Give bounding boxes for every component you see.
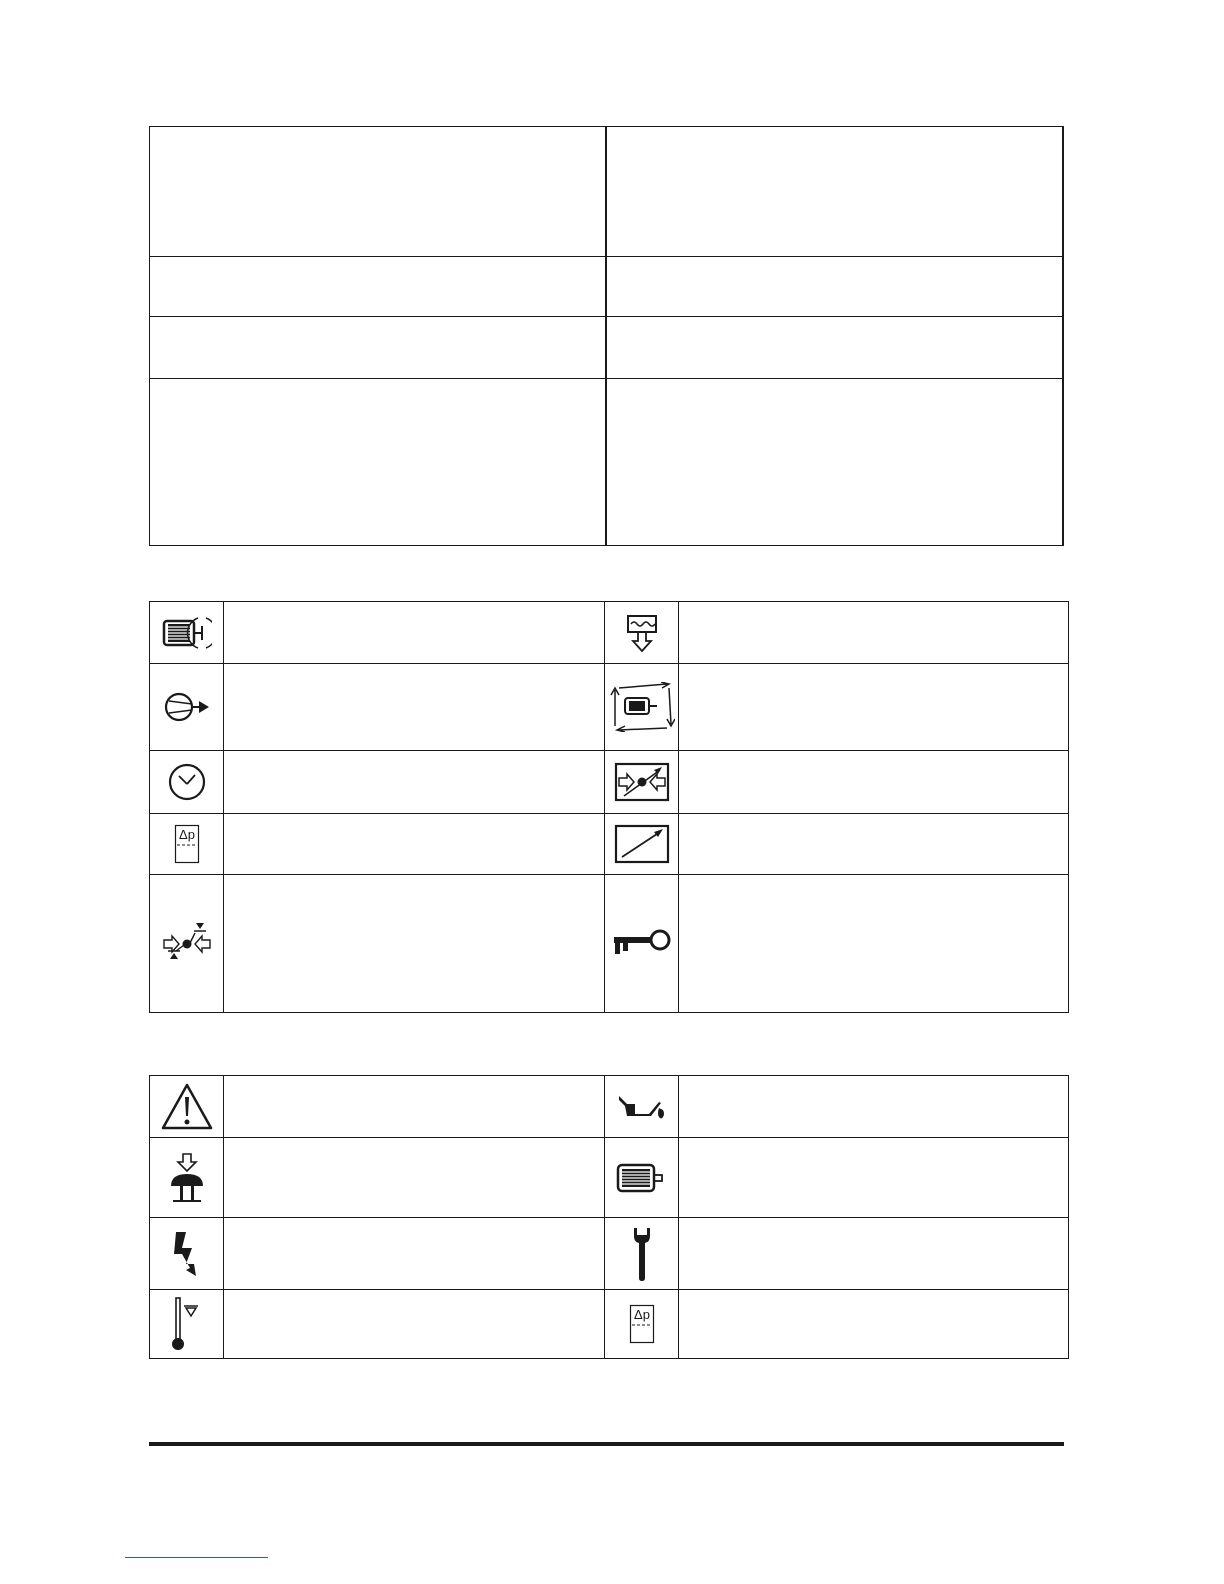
info-cell-right bbox=[606, 127, 1063, 257]
info-row bbox=[150, 127, 1063, 257]
symbol-description bbox=[224, 1138, 605, 1218]
differential-pressure-icon bbox=[605, 1290, 679, 1359]
oil-can-icon bbox=[605, 1076, 679, 1138]
table-row bbox=[150, 814, 1069, 875]
wrench-icon bbox=[605, 1218, 679, 1290]
pressure-band-icon bbox=[150, 875, 224, 1013]
compressor-icon bbox=[150, 664, 224, 751]
table-row bbox=[150, 1218, 1069, 1290]
table-row bbox=[150, 602, 1069, 664]
symbol-description bbox=[679, 1138, 1069, 1218]
warning-triangle-icon bbox=[150, 1076, 224, 1138]
info-row bbox=[150, 257, 1063, 317]
info-cell-right bbox=[606, 257, 1063, 317]
symbol-description bbox=[224, 814, 605, 875]
adjustable-icon bbox=[605, 814, 679, 875]
info-cell-left bbox=[150, 257, 606, 317]
table-row bbox=[150, 1138, 1069, 1218]
symbol-description bbox=[679, 814, 1069, 875]
electric-motor-icon bbox=[605, 1138, 679, 1218]
symbol-description bbox=[224, 602, 605, 664]
info-row bbox=[150, 317, 1063, 379]
differential-pressure-icon bbox=[150, 814, 224, 875]
thermometer-icon bbox=[150, 1290, 224, 1359]
table-row bbox=[150, 664, 1069, 751]
info-cell-right bbox=[606, 379, 1063, 546]
clock-icon bbox=[150, 751, 224, 814]
symbol-description bbox=[679, 1076, 1069, 1138]
symbol-description bbox=[224, 751, 605, 814]
info-row bbox=[150, 379, 1063, 546]
symbol-description bbox=[679, 1218, 1069, 1290]
footer-rule bbox=[149, 1442, 1064, 1446]
table-row bbox=[150, 875, 1069, 1013]
condensate-drain-icon bbox=[605, 602, 679, 664]
bottom-link-underline[interactable] bbox=[125, 1557, 268, 1558]
symbol-description bbox=[679, 1290, 1069, 1359]
motor-direction-icon bbox=[605, 664, 679, 751]
motor-fan-icon bbox=[150, 602, 224, 664]
symbol-description bbox=[224, 1076, 605, 1138]
symbol-description bbox=[679, 751, 1069, 814]
info-cell-left bbox=[150, 127, 606, 257]
key-icon bbox=[605, 875, 679, 1013]
symbol-description bbox=[224, 1218, 605, 1290]
symbol-description bbox=[224, 664, 605, 751]
symbol-description bbox=[224, 875, 605, 1013]
table-row bbox=[150, 1076, 1069, 1138]
info-cell-left bbox=[150, 317, 606, 379]
emergency-stop-icon bbox=[150, 1138, 224, 1218]
table-row bbox=[150, 1290, 1069, 1359]
symbol-description bbox=[679, 875, 1069, 1013]
symbol-description bbox=[679, 602, 1069, 664]
delta-p-label: Δp bbox=[178, 827, 195, 842]
symbols-table-2 bbox=[149, 1075, 1069, 1359]
lightning-icon bbox=[150, 1218, 224, 1290]
symbol-description bbox=[679, 664, 1069, 751]
info-cell-right bbox=[606, 317, 1063, 379]
delta-p-label: Δp bbox=[633, 1307, 650, 1322]
table-row bbox=[150, 751, 1069, 814]
info-table bbox=[149, 126, 1064, 546]
symbol-description bbox=[224, 1290, 605, 1359]
pressure-setpoint-icon bbox=[605, 751, 679, 814]
symbols-table-1 bbox=[149, 601, 1069, 1013]
info-cell-left bbox=[150, 379, 606, 546]
